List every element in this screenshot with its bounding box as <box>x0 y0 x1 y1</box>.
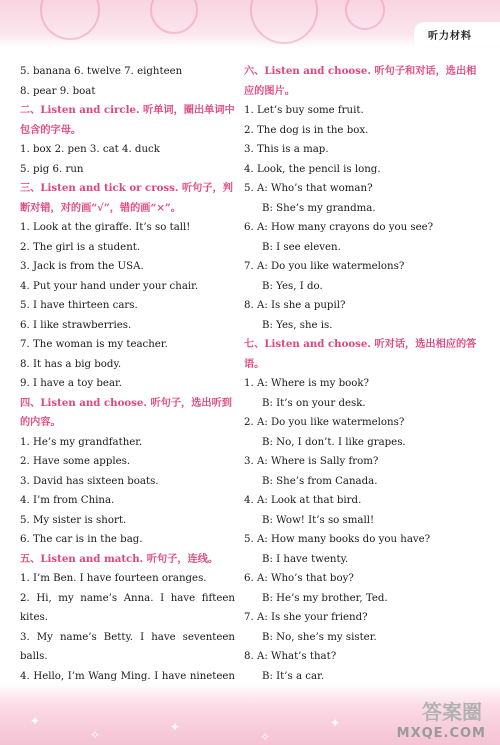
section-heading: 七、Listen and choose. 听对话，选出相应的答语。 <box>244 338 477 370</box>
watermark-url: MXQE.COM <box>396 726 486 741</box>
list-item: 6. I like strawberries. <box>20 319 132 331</box>
star-icon: ✦ <box>170 720 181 734</box>
list-item: 8. pear 9. boat <box>20 85 96 97</box>
answer-line: B: She’s from Canada. <box>262 475 378 487</box>
decor-circle <box>150 0 198 34</box>
list-item: 2. The dog is in the box. <box>244 124 369 136</box>
list-item: 5. I have thirteen cars. <box>20 300 138 311</box>
list-item: 8. A: Is she a pupil? <box>244 300 346 311</box>
right-column <box>244 62 484 686</box>
page-footer <box>0 684 500 745</box>
list-item: 1. Let’s buy some fruit. <box>244 105 364 116</box>
list-item: 4. Put your hand under your chair. <box>20 280 199 292</box>
list-item: 3. David has sixteen boats. <box>20 475 159 487</box>
decor-circle <box>345 0 385 30</box>
section-heading: 五、Listen and match. 听句子，连线。 <box>20 552 219 565</box>
star-icon: ✧ <box>260 730 271 744</box>
list-item: 3. This is a map. <box>244 144 329 155</box>
answer-line: B: Yes, she is. <box>262 319 333 331</box>
star-icon: ✧ <box>90 728 101 742</box>
list-item: 2. Have some apples. <box>20 456 131 467</box>
list-item: 2. A: Do you like watermelons? <box>244 417 405 428</box>
list-item: 5. A: Who’s that woman? <box>244 183 373 194</box>
answer-line: B: She’s my grandma. <box>262 202 376 214</box>
answer-line: B: No, I don’t. I like grapes. <box>262 436 406 448</box>
list-item: 8. It has a big body. <box>20 358 122 370</box>
list-item: 6. A: Who’s that boy? <box>244 573 354 584</box>
list-item: 2. Hi, my name’s Anna. I have fifteen kites. <box>20 592 235 623</box>
answer-line: B: It’s a car. <box>262 670 325 682</box>
answer-line: B: I have twenty. <box>262 553 349 565</box>
list-item: 4. Look, the pencil is long. <box>244 163 381 175</box>
list-item: 7. A: Is she your friend? <box>244 612 368 623</box>
list-item: 1. I’m Ben. I have fourteen oranges. <box>20 573 207 584</box>
list-item: 1. box 2. pen 3. cat 4. duck <box>20 144 160 155</box>
list-item: 4. A: Look at that bird. <box>244 495 362 506</box>
list-item: 1. Look at the giraffe. It’s so tall! <box>20 222 191 233</box>
list-item: 5. A: How many books do you have? <box>244 534 431 545</box>
answer-line: B: No, she’s my sister. <box>262 631 377 643</box>
page-header <box>0 0 500 48</box>
left-column <box>20 62 235 706</box>
answer-line: B: He’s my brother, Ted. <box>262 592 388 604</box>
list-item: 1. A: Where is my book? <box>244 378 369 389</box>
decor-circle <box>40 0 100 40</box>
list-item: 4. Hello, I’m Wang Ming. I have nineteen <box>20 670 235 682</box>
list-item: 7. A: Do you like watermelons? <box>244 261 405 272</box>
list-item: 3. My name’s Betty. I have seventeen balls. <box>20 631 235 662</box>
answer-line: B: It’s on your desk. <box>262 397 366 409</box>
list-item: 1. He’s my grandfather. <box>20 436 143 448</box>
answer-line: B: Yes, I do. <box>262 280 323 292</box>
section-heading: 六、Listen and choose. 听句子和对话，选出相应的图片。 <box>244 65 477 97</box>
star-icon: ✦ <box>30 714 41 728</box>
section-heading: 四、Listen and choose. 听句子，选出听到的内容。 <box>20 396 232 428</box>
answer-line: B: Wow! It’s so small! <box>262 514 375 526</box>
star-icon: ✦ <box>330 716 341 730</box>
section-heading: 三、Listen and tick or cross. 听句子，判断对错，对的画“√”，错的画“×”。 <box>20 182 233 214</box>
decor-circle <box>250 0 318 44</box>
header-label: 听力材料 <box>428 31 472 42</box>
watermark-logo: 答案圈 <box>422 700 482 724</box>
list-item: 8. A: What’s that? <box>244 651 337 662</box>
answer-line: B: I see eleven. <box>262 241 341 253</box>
section-heading: 二、Listen and circle. 听单词，圈出单词中包含的字母。 <box>20 104 235 136</box>
list-item: 4. I’m from China. <box>20 495 115 506</box>
list-item: 5. pig 6. run <box>20 163 84 175</box>
list-item: 2. The girl is a student. <box>20 241 141 253</box>
list-item: 6. The car is in the bag. <box>20 534 143 545</box>
list-item: 3. Jack is from the USA. <box>20 261 144 272</box>
list-item: 9. I have a toy bear. <box>20 378 123 389</box>
list-item: 3. A: Where is Sally from? <box>244 456 379 467</box>
list-item: 5. My sister is short. <box>20 514 127 526</box>
list-item: 6. A: How many crayons do you see? <box>244 222 434 233</box>
list-item: 7. The woman is my teacher. <box>20 339 168 350</box>
list-item: 5. banana 6. twelve 7. eighteen <box>20 66 183 77</box>
